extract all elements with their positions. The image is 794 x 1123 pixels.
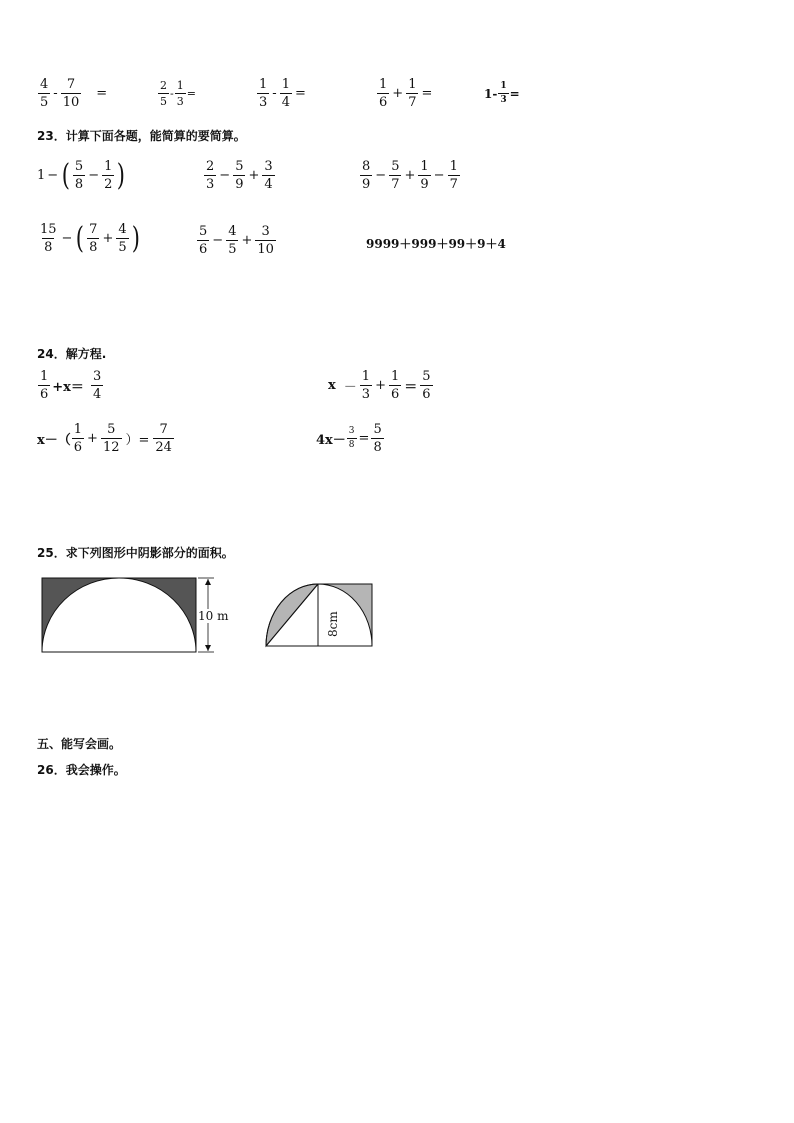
q23-expr-3: $\frac{8}{9}$ − $\frac{5}{7}$ + $\frac{1}{9}$ − $\frac{1}{7}$ bbox=[362, 159, 458, 192]
question-24-title: 24．解方程. bbox=[37, 347, 107, 361]
fraction: $\frac{7}{24}$ bbox=[155, 422, 172, 455]
top-expr-5: 1 - $\frac{1}{3}$ = bbox=[484, 81, 520, 105]
q23-expr-6: 9999＋999＋99＋9＋4 bbox=[366, 237, 506, 251]
fraction: $\frac{4}{5}$ bbox=[228, 224, 237, 257]
fraction: $\frac{1}{6}$ bbox=[40, 369, 49, 402]
top-expr-1: $\frac{4}{5}$ - $\frac{7}{10}$ = bbox=[40, 77, 108, 110]
q24-expr-1: $\frac{1}{6}$ +x＝ $\frac{3}{4}$ bbox=[40, 369, 102, 402]
right-paren: ) bbox=[117, 157, 126, 193]
fraction: $\frac{1}{2}$ bbox=[104, 159, 113, 192]
fraction: $\frac{3}{10}$ bbox=[257, 224, 274, 257]
fraction: $\frac{5}{8}$ bbox=[74, 159, 84, 192]
fraction: $\frac{1}{9}$ bbox=[420, 159, 429, 192]
fraction: $\frac{2}{5}$ bbox=[160, 79, 167, 108]
fraction: $\frac{3}{4}$ bbox=[264, 159, 273, 192]
top-expr-4: $\frac{1}{6}$ + $\frac{1}{7}$ = bbox=[379, 77, 433, 110]
fraction: $\frac{1}{7}$ bbox=[449, 159, 458, 192]
fraction: $\frac{5}{6}$ bbox=[199, 224, 208, 257]
fraction: $\frac{7}{10}$ bbox=[62, 77, 80, 110]
fraction: $\frac{4}{5}$ bbox=[40, 77, 49, 110]
q24-expr-4: 4x－ $\frac{3}{8}$ = $\frac{5}{8}$ bbox=[316, 422, 382, 455]
fraction: $\frac{5}{12}$ bbox=[102, 422, 120, 455]
fraction: $\frac{1}{4}$ bbox=[281, 77, 290, 110]
fraction: $\frac{1}{3}$ bbox=[500, 81, 507, 105]
q23-expr-4: $\frac{15}{8}$ − ( $\frac{7}{8}$ + $\frac{4}{5}$ ) bbox=[40, 220, 140, 256]
fraction: $\frac{3}{8}$ bbox=[348, 426, 355, 450]
question-26-title: 26．我会操作。 bbox=[37, 763, 126, 777]
fraction: $\frac{1}{6}$ bbox=[73, 422, 83, 455]
fraction: $\frac{1}{3}$ bbox=[176, 79, 184, 108]
fraction: $\frac{7}{8}$ bbox=[89, 222, 98, 255]
side-label: 8cm bbox=[326, 611, 340, 637]
fraction: $\frac{5}{9}$ bbox=[235, 159, 244, 192]
q24-expr-3: x－（ $\frac{1}{6}$ + $\frac{5}{12}$ ）= $\frac{7}{24}$ bbox=[37, 422, 172, 455]
fraction: $\frac{1}{7}$ bbox=[408, 77, 417, 110]
right-paren: ) bbox=[131, 220, 140, 256]
section-5-heading: 五、能写会画。 bbox=[37, 737, 122, 751]
fraction: $\frac{1}{3}$ bbox=[259, 77, 268, 110]
left-paren: ( bbox=[76, 220, 85, 256]
arrow-up-icon bbox=[205, 579, 211, 585]
fraction: $\frac{5}{8}$ bbox=[373, 422, 382, 455]
fraction: $\frac{4}{5}$ bbox=[118, 222, 127, 255]
q24-expr-2: x － $\frac{1}{3}$ + $\frac{1}{6}$ ＝ $\frac{5}{6}$ bbox=[328, 369, 431, 402]
fraction: $\frac{5}{7}$ bbox=[391, 159, 400, 192]
figure-quarter-circles bbox=[262, 580, 378, 652]
top-expr-3: $\frac{1}{3}$ - $\frac{1}{4}$ = bbox=[259, 77, 306, 110]
figure-semicircle-in-rectangle bbox=[38, 574, 238, 658]
fraction: $\frac{1}{6}$ bbox=[390, 369, 400, 402]
fraction: $\frac{1}{6}$ bbox=[379, 77, 388, 110]
top-expr-2: $\frac{2}{5}$ - $\frac{1}{3}$ = bbox=[160, 79, 196, 108]
fraction: $\frac{3}{4}$ bbox=[92, 369, 102, 402]
fraction: $\frac{1}{3}$ bbox=[361, 369, 371, 402]
arrow-down-icon bbox=[205, 645, 211, 651]
question-25-title: 25．求下列图形中阴影部分的面积。 bbox=[37, 546, 234, 560]
q23-expr-1: 1 − ( $\frac{5}{8}$ − $\frac{1}{2}$ ) bbox=[37, 157, 126, 193]
left-paren: ( bbox=[61, 157, 71, 193]
fraction: $\frac{2}{3}$ bbox=[206, 159, 215, 192]
q23-expr-5: $\frac{5}{6}$ − $\frac{4}{5}$ + $\frac{3}{10}$ bbox=[199, 224, 274, 257]
q23-expr-2: $\frac{2}{3}$ − $\frac{5}{9}$ + $\frac{3}{4}$ bbox=[206, 159, 273, 192]
fraction: $\frac{15}{8}$ bbox=[40, 222, 57, 255]
dimension-label: 10 m bbox=[198, 609, 229, 623]
fraction: $\frac{8}{9}$ bbox=[362, 159, 371, 192]
question-23-title: 23．计算下面各题，能简算的要简算。 bbox=[37, 129, 246, 143]
fraction: $\frac{5}{6}$ bbox=[422, 369, 431, 402]
